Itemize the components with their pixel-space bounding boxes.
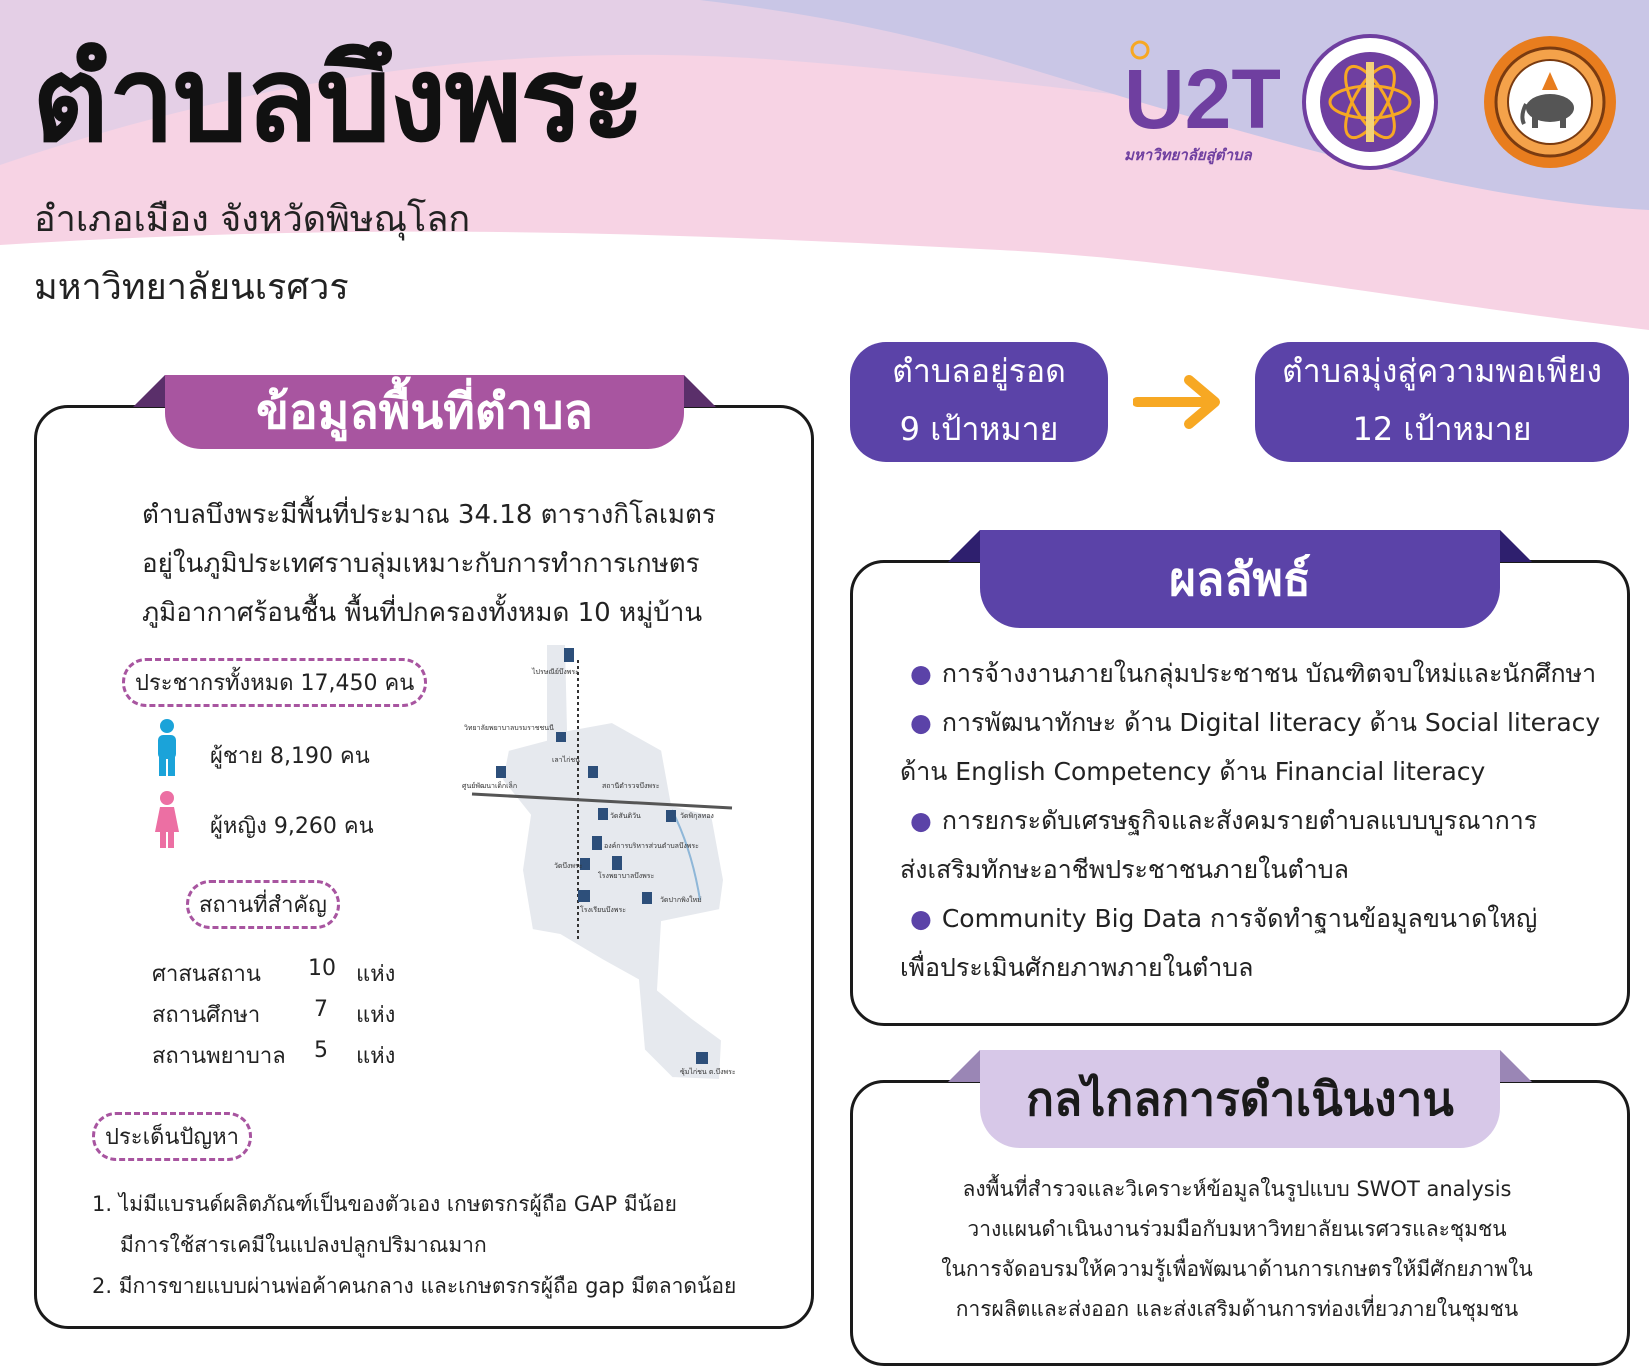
ministry-seal — [1300, 32, 1440, 172]
goal-target-badge — [1255, 342, 1629, 462]
result-item: ● การพัฒนาทักษะ ด้าน Digital literacy ด้าน Social literacy — [910, 708, 1601, 737]
place-name: ศาสนสถาน — [152, 962, 261, 987]
u2t-logo — [1120, 38, 1280, 168]
map-label: โรงพยาบาลบึงพระ — [598, 872, 655, 880]
result-item-continuation: ส่งเสริมทักษะอาชีพประชาชนภายในตำบล — [900, 855, 1349, 884]
place-count: 7 — [314, 997, 328, 1022]
map-label: วัดปากพิงใหม่ — [660, 896, 702, 904]
map-label: วิทยาลัยพยาบาลบรมราชชนนี — [464, 724, 554, 732]
page-title: ตำบลบึงพระ — [32, 30, 644, 168]
map-label: ไปรษณีย์บึงพระ — [532, 668, 579, 676]
mechanism-line: การผลิตและส่งออก และส่งเสริมด้านการท่องเที่ยวภายในชุมชน — [955, 1297, 1519, 1321]
map-label: โรงเรียนบึงพระ — [580, 906, 626, 914]
map-label: ศูนย์พัฒนาเด็กเล็ก — [462, 782, 518, 790]
map-label: วัดบึงพระ — [554, 862, 583, 870]
place-unit: แห่ง — [356, 1003, 396, 1028]
male-icon — [152, 718, 182, 778]
place-count: 10 — [308, 956, 336, 981]
map-label: สถานีตำรวจบึงพระ — [602, 782, 660, 790]
mechanism-heading: กลไกลการดำเนินงาน — [980, 1050, 1500, 1148]
male-count: ผู้ชาย 8,190 คน — [210, 744, 370, 769]
map-label: เลาไก่ชน — [552, 756, 580, 764]
results-heading: ผลลัพธ์ — [980, 530, 1500, 628]
mechanism-line: ในการจัดอบรมให้ความรู้เพื่อพัฒนาด้านการเกษตรให้มีศักยภาพใน — [941, 1257, 1533, 1281]
result-item-continuation: ด้าน English Competency ด้าน Financial literacy — [900, 757, 1486, 786]
area-info-heading: ข้อมูลพื้นที่ตำบล — [165, 375, 684, 449]
issue-item: 1. ไม่มีแบรนด์ผลิตภัณฑ์เป็นของตัวเอง เกษตรกรผู้ถือ GAP มีน้อย — [92, 1192, 677, 1216]
bullet-icon: ● — [910, 708, 932, 737]
u2t-logo-caption: มหาวิทยาลัยสู่ตำบล — [1124, 146, 1252, 164]
result-item: ● Community Big Data การจัดทำฐานข้อมูลขนาดใหญ่ — [910, 904, 1538, 933]
district-subtitle: อำเภอเมือง จังหวัดพิษณุโลก — [34, 199, 471, 240]
place-count: 5 — [314, 1038, 328, 1063]
area-description-line: อยู่ในภูมิประเทศราบลุ่มเหมาะกับการทำการเกษตร — [142, 549, 700, 579]
mechanism-line: ลงพื้นที่สำรวจและวิเคราะห์ข้อมูลในรูปแบบ SWOT analysis — [962, 1177, 1512, 1201]
area-description-line: ตำบลบึงพระมีพื้นที่ประมาณ 34.18 ตารางกิโลเมตร — [142, 500, 716, 530]
map-label: วัดพิกุลทอง — [680, 812, 714, 820]
place-unit: แห่ง — [356, 962, 396, 987]
university-subtitle: มหาวิทยาลัยนเรศวร — [34, 267, 349, 308]
issue-item: มีการใช้สารเคมีในแปลงปลูกปริมาณมาก — [120, 1233, 487, 1257]
bullet-icon: ● — [910, 904, 932, 933]
female-count: ผู้หญิง 9,260 คน — [210, 814, 374, 839]
bullet-icon: ● — [910, 659, 932, 688]
goal-target-title: ตำบลมุ่งสู่ความพอเพียง — [1281, 352, 1603, 390]
place-unit: แห่ง — [356, 1044, 396, 1069]
area-description-line: ภูมิอากาศร้อนชื้น พื้นที่ปกครองทั้งหมด 10 หมู่บ้าน — [142, 598, 703, 628]
u2t-logo-text: U2T — [1124, 52, 1280, 146]
place-name: สถานศึกษา — [152, 1003, 261, 1028]
issue-item: 2. มีการขายแบบผ่านพ่อค้าคนกลาง และเกษตรกรผู้ถือ gap มีตลาดน้อย — [92, 1274, 737, 1298]
result-item: ● การยกระดับเศรษฐกิจและสังคมรายตำบลแบบบูรณาการ — [910, 806, 1538, 835]
map-label: วัดสันติวัน — [610, 812, 641, 820]
arrow-right-icon — [1133, 372, 1225, 432]
subdistrict-map — [462, 640, 782, 1090]
population-badge: ประชากรทั้งหมด 17,450 คน — [122, 658, 427, 707]
result-item: ● การจ้างงานภายในกลุ่มประชาชน บัณฑิตจบใหม่และนักศึกษา — [910, 659, 1597, 688]
place-name: สถานพยาบาล — [152, 1044, 286, 1069]
female-icon — [152, 790, 182, 850]
naresuan-university-seal — [1480, 32, 1620, 172]
places-badge: สถานที่สำคัญ — [186, 880, 340, 929]
map-label: องค์การบริหารส่วนตำบลบึงพระ — [604, 842, 699, 850]
bullet-icon: ● — [910, 806, 932, 835]
goal-current-title: ตำบลอยู่รอด — [892, 352, 1066, 390]
mechanism-line: วางแผนดำเนินงานร่วมมือกับมหาวิทยาลัยนเรศวรและชุมชน — [967, 1217, 1507, 1241]
result-item-continuation: เพื่อประเมินศักยภาพภายในตำบล — [900, 953, 1254, 982]
goal-target-count: 12 เป้าหมาย — [1352, 410, 1532, 448]
goal-current-badge — [850, 342, 1108, 462]
issues-badge: ประเด็นปัญหา — [92, 1112, 252, 1161]
goal-current-count: 9 เป้าหมาย — [899, 410, 1059, 448]
map-label: ซุ้มไก่ชน ต.บึงพระ — [680, 1068, 736, 1076]
